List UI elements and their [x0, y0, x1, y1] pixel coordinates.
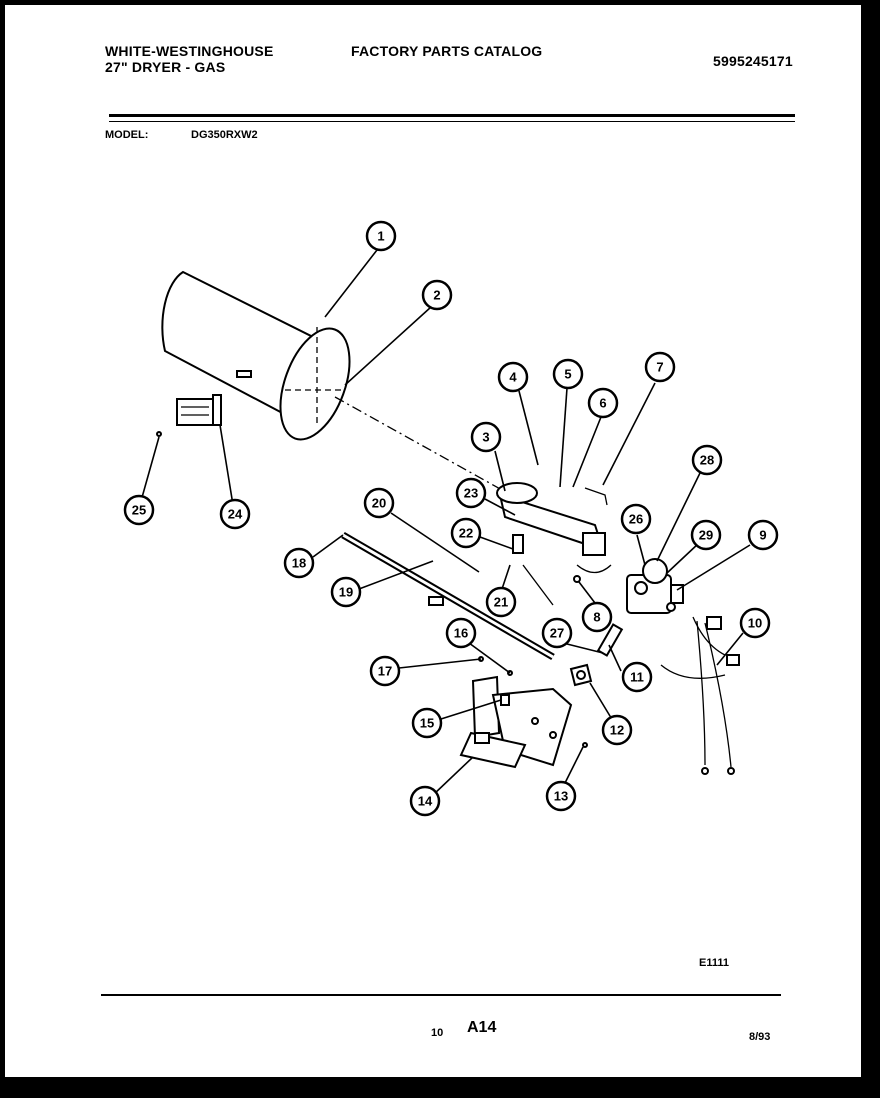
svg-text:29: 29 — [698, 527, 714, 543]
svg-text:26: 26 — [628, 511, 644, 527]
svg-text:16: 16 — [453, 625, 469, 641]
callout-24 — [221, 500, 249, 528]
bracket-part — [461, 657, 587, 767]
callout-23 — [457, 479, 485, 507]
callout-18 — [285, 549, 313, 577]
callout-9 — [749, 521, 777, 549]
footer-rule — [101, 994, 781, 996]
model-label: MODEL: — [105, 129, 149, 141]
burner-assembly-part — [497, 483, 611, 605]
callout-19 — [332, 578, 360, 606]
callout-29 — [692, 521, 720, 549]
callout-17 — [371, 657, 399, 685]
svg-text:28: 28 — [699, 452, 715, 468]
svg-text:10: 10 — [747, 615, 763, 631]
svg-text:4: 4 — [509, 369, 517, 385]
svg-text:17: 17 — [377, 663, 393, 679]
catalog-number: 5995245171 — [713, 53, 793, 69]
callout-13 — [547, 782, 575, 810]
catalog-page — [5, 5, 861, 1077]
svg-text:8: 8 — [593, 609, 601, 625]
callout-22 — [452, 519, 480, 547]
svg-text:7: 7 — [656, 359, 664, 375]
svg-text:9: 9 — [759, 527, 767, 543]
svg-text:6: 6 — [599, 395, 607, 411]
svg-text:14: 14 — [417, 793, 433, 809]
callout-3 — [472, 423, 500, 451]
catalog-title: FACTORY PARTS CATALOG — [351, 43, 543, 59]
brand-name: WHITE-WESTINGHOUSE — [105, 43, 274, 59]
callout-16 — [447, 619, 475, 647]
callout-8 — [583, 603, 611, 631]
svg-text:19: 19 — [338, 584, 354, 600]
callout-14 — [411, 787, 439, 815]
svg-text:18: 18 — [291, 555, 307, 571]
callout-25 — [125, 496, 153, 524]
callout-27 — [543, 619, 571, 647]
svg-text:23: 23 — [463, 485, 479, 501]
gas-valve-part — [627, 559, 683, 613]
svg-text:24: 24 — [227, 506, 243, 522]
svg-text:27: 27 — [549, 625, 565, 641]
callout-1 — [367, 222, 395, 250]
sensor-switch-part — [157, 395, 221, 436]
svg-text:3: 3 — [482, 429, 490, 445]
diagram-code: E1111 — [699, 957, 729, 969]
svg-text:15: 15 — [419, 715, 435, 731]
svg-text:22: 22 — [458, 525, 474, 541]
callout-4 — [499, 363, 527, 391]
revision-date: 8/93 — [749, 1031, 771, 1043]
svg-text:12: 12 — [609, 722, 625, 738]
callout-11 — [623, 663, 651, 691]
svg-text:25: 25 — [131, 502, 147, 518]
svg-text:13: 13 — [553, 788, 569, 804]
callout-21 — [487, 588, 515, 616]
svg-text:5: 5 — [564, 366, 572, 382]
model-number: DG350RXW2 — [191, 129, 258, 141]
callout-6 — [589, 389, 617, 417]
callout-2 — [423, 281, 451, 309]
callout-10 — [741, 609, 769, 637]
callout-15 — [413, 709, 441, 737]
product-name: 27" DRYER - GAS — [105, 59, 226, 75]
callout-7 — [646, 353, 674, 381]
callout-28 — [693, 446, 721, 474]
svg-text:20: 20 — [371, 495, 387, 511]
svg-text:21: 21 — [493, 594, 509, 610]
callout-20 — [365, 489, 393, 517]
callout-12 — [603, 716, 631, 744]
wire-harness-part — [661, 617, 739, 774]
callout-26 — [622, 505, 650, 533]
svg-text:11: 11 — [630, 669, 644, 685]
callout-5 — [554, 360, 582, 388]
page-number: 10 — [431, 1027, 444, 1039]
svg-text:1: 1 — [377, 228, 385, 244]
svg-text:2: 2 — [433, 287, 441, 303]
section-code: A14 — [467, 1019, 497, 1036]
exploded-parts-diagram — [5, 5, 861, 1077]
